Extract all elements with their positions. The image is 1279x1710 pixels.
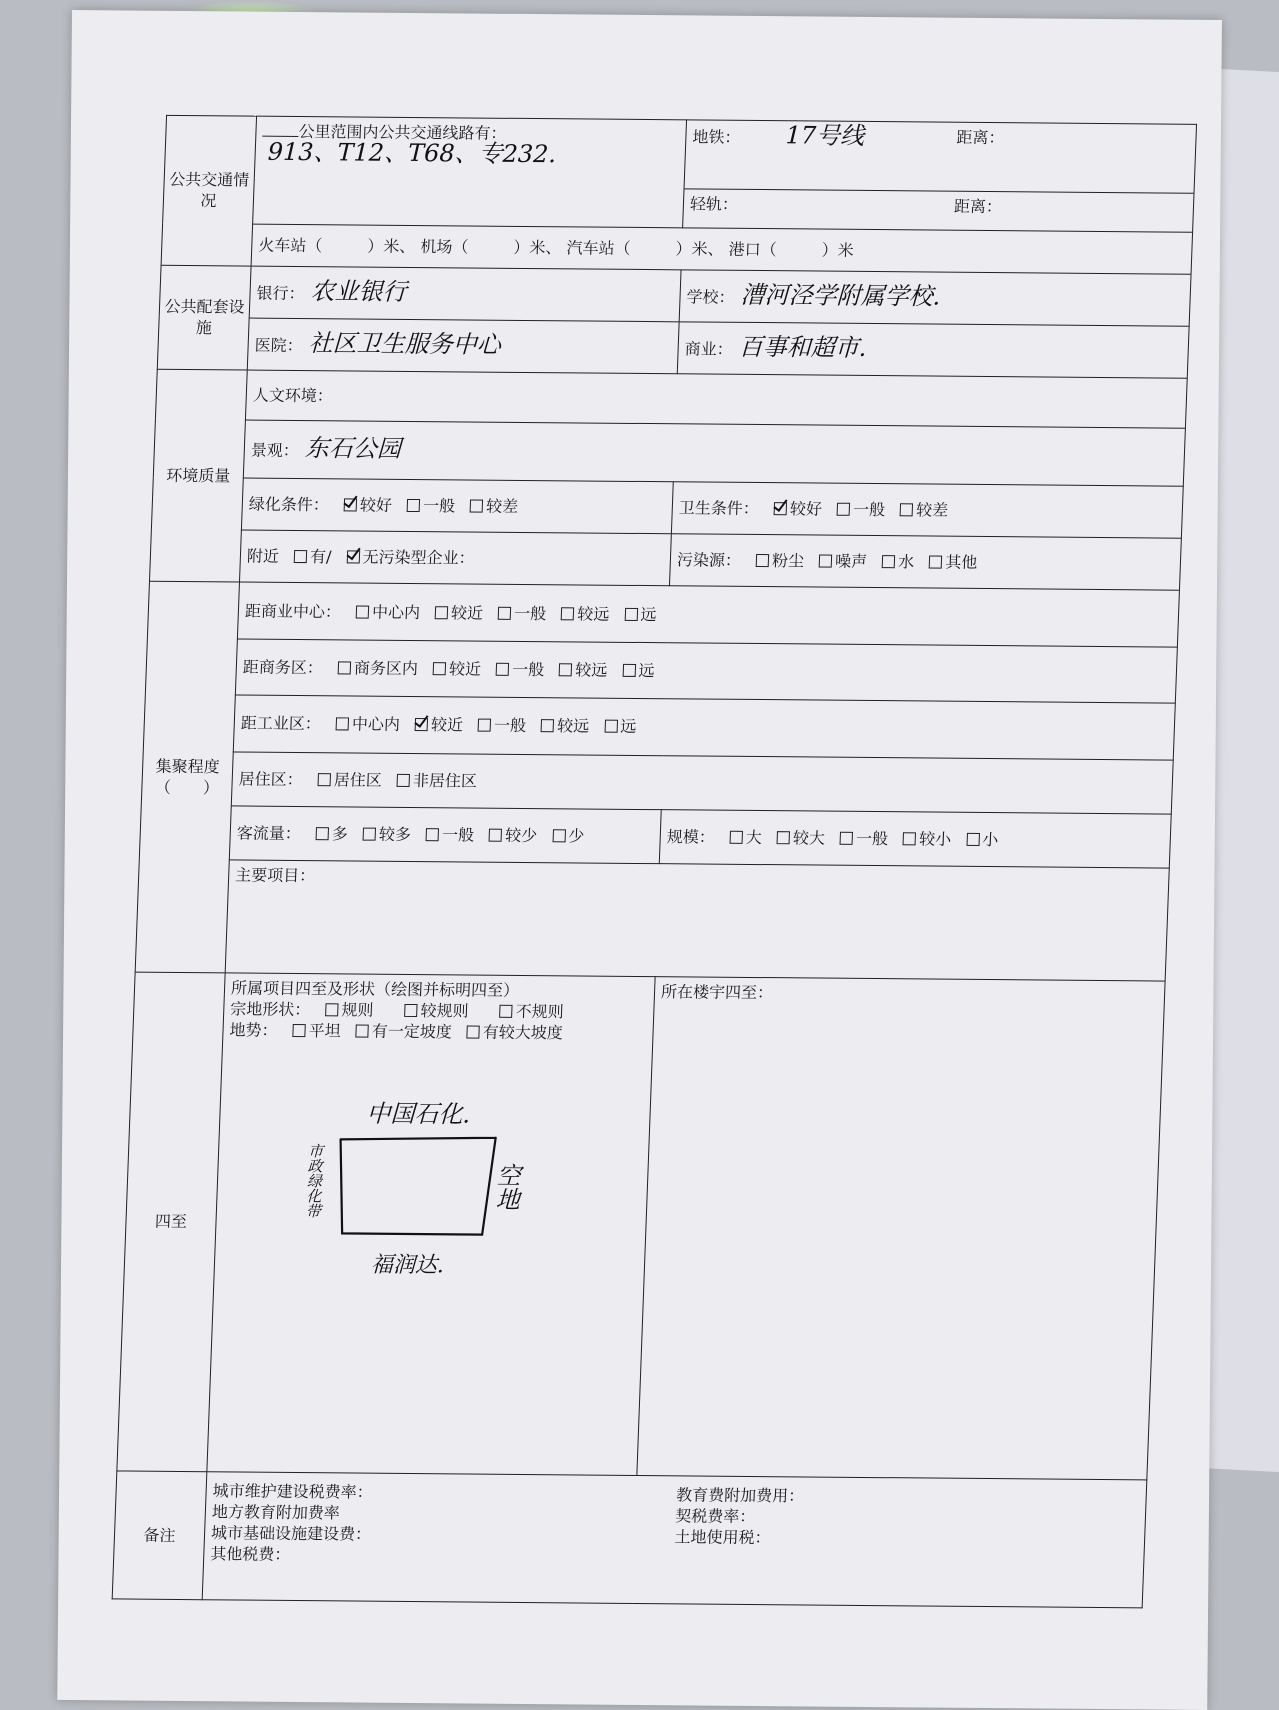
pollution-option-yes: 有/ [284, 547, 332, 566]
sketch-drawing [290, 1081, 557, 1283]
terrain-row: 地势： 平坦 有一定坡度 有较大坡度 [229, 1020, 564, 1043]
building-boundaries-cell[interactable]: 所在楼宇四至： [637, 977, 1165, 1480]
checkbox[interactable] [426, 828, 439, 841]
distance-business-row: 距商务区： 商务区内 较近 一般 较远 远 [235, 639, 1177, 704]
boundary-sketch [216, 1080, 644, 1394]
pollution-option-no: 无污染型企业： [336, 548, 475, 568]
pollution-source-cell: 污染源： 粉尘 噪声 水 其他 [669, 534, 1181, 590]
checkbox[interactable] [498, 606, 511, 619]
light-rail-distance-label: 距离： [953, 196, 1003, 217]
notes-label: 备注 [112, 1471, 207, 1600]
sanitation-option-good: 较好 [764, 499, 823, 519]
main-items-cell[interactable]: 主要项目： [225, 860, 1169, 981]
stations-row: 火车站（ ）米、 机场（ ）米、 汽车站（ ）米、 港口（ ）米 [251, 225, 1192, 274]
checkbox[interactable] [604, 720, 617, 733]
scale-cell: 规模： 大 较大 一般 较小 小 [659, 810, 1171, 869]
checkbox[interactable] [499, 1005, 512, 1018]
distance-commercial-row: 距商业中心： 中心内 较近 一般 较远 远 [237, 582, 1179, 647]
checkbox[interactable] [622, 664, 635, 677]
notes-left: 城市维护建设税费率： 地方教育附加费率 城市基础设施建设费： 其他税费： [210, 1481, 374, 1564]
subway-label: 地铁： [692, 127, 741, 147]
checkbox[interactable] [496, 663, 509, 676]
checkbox[interactable] [777, 831, 790, 844]
checkbox[interactable] [336, 718, 349, 731]
checkbox[interactable] [338, 661, 351, 674]
source-option-dust: 粉尘 [746, 551, 805, 571]
agglomeration-paren[interactable]: （ ） [154, 777, 220, 798]
sketch-east-label: 空地 [491, 1162, 521, 1211]
greening-option-good: 较好 [334, 496, 393, 516]
hospital-cell[interactable]: 医院： 社区卫生服务中心 [247, 318, 679, 374]
notes-cell [202, 1472, 1147, 1608]
checkbox[interactable] [292, 1024, 305, 1037]
shape-row: 宗地形状： 规则 较规则 不规则 [229, 999, 565, 1022]
passenger-flow-cell: 客流量： 多 较多 一般 较少 少 [229, 806, 661, 864]
source-option-other: 其他 [919, 553, 978, 573]
rail-cell [683, 120, 1197, 233]
checkbox[interactable] [561, 607, 574, 620]
checkbox[interactable] [318, 773, 331, 786]
checkbox[interactable] [363, 828, 376, 841]
checkbox[interactable] [433, 662, 446, 675]
checkbox[interactable] [552, 829, 565, 842]
humanities-cell[interactable]: 人文环境： [245, 370, 1187, 428]
checkbox[interactable] [407, 499, 420, 512]
greening-option-poor: 较差 [460, 497, 519, 517]
checkbox[interactable] [624, 607, 637, 620]
paper-sheet [57, 10, 1222, 1710]
landscape-value: 东石公园 [304, 434, 402, 463]
subway-distance-label: 距离： [956, 127, 1005, 148]
sketch-west-label: 市政绿化带 [303, 1142, 325, 1219]
residential-row: 居住区： 居住区 非居住区 [231, 752, 1173, 814]
checkbox[interactable] [397, 774, 410, 787]
checkbox[interactable] [346, 551, 359, 564]
bus-routes-value: 913、T12、T68、专232. [267, 137, 557, 169]
checkbox[interactable] [929, 556, 942, 569]
environment-label: 环境质量 [149, 369, 247, 582]
checkbox[interactable] [435, 606, 448, 619]
checkbox[interactable] [541, 720, 554, 733]
checkbox[interactable] [774, 502, 787, 515]
notes-right: 教育费附加费用： 契税费率： 土地使用税： [674, 1485, 805, 1548]
distance-industrial-row: 距工业区： 中心内 较近 一般 较远 远 [233, 695, 1175, 760]
school-value: 漕河泾学附属学校. [740, 280, 941, 311]
boundaries-label: 四至 [117, 972, 225, 1472]
survey-form [112, 115, 1196, 1609]
checkbox[interactable] [559, 663, 572, 676]
sanitation-cell: 卫生条件： 较好 一般 较差 [671, 482, 1183, 538]
school-cell[interactable]: 学校： 漕河泾学附属学校. [679, 270, 1191, 326]
checkbox[interactable] [470, 500, 483, 513]
subway-value[interactable]: 17号线 [785, 121, 865, 150]
bank-cell[interactable]: 银行： 农业银行 [249, 266, 681, 322]
bus-routes-cell[interactable]: 公里范围内公共交通线路有： 913、T12、T68、专232. [253, 116, 687, 228]
checkbox[interactable] [489, 829, 502, 842]
checkbox[interactable] [325, 1003, 338, 1016]
source-option-water: 水 [872, 552, 915, 571]
pollution-nearby-cell: 附近 有/ 无污染型企业： [239, 530, 671, 586]
light-rail-label: 轻轨： [689, 194, 739, 214]
hospital-value: 社区卫生服务中心 [308, 328, 502, 359]
source-option-noise: 噪声 [809, 552, 868, 572]
checkbox[interactable] [900, 504, 913, 517]
checkbox[interactable] [316, 827, 329, 840]
boundaries-sketch-cell[interactable] [207, 973, 655, 1476]
landscape-cell[interactable]: 景观： 东石公园 [243, 420, 1185, 487]
boundaries-heading: 所属项目四至及形状（绘图并标明四至） [230, 978, 520, 1000]
facilities-label: 公共配套设施 [157, 265, 251, 370]
checkbox[interactable] [356, 1024, 369, 1037]
checkbox[interactable] [903, 832, 916, 845]
checkbox[interactable] [837, 503, 850, 516]
sketch-north-label: 中国石化. [366, 1099, 471, 1129]
checkbox[interactable] [294, 550, 307, 563]
greening-option-average: 一般 [397, 496, 456, 516]
agglomeration-label: 集聚程度 （ ） [135, 582, 239, 973]
commerce-value: 百事和超市. [738, 332, 867, 362]
checkbox[interactable] [344, 499, 357, 512]
bank-value: 农业银行 [310, 276, 408, 306]
checkbox[interactable] [840, 832, 853, 845]
greening-cell: 绿化条件： 较好 一般 较差 [241, 478, 673, 534]
transport-label: 公共交通情况 [161, 115, 256, 265]
checkbox[interactable] [882, 555, 895, 568]
commerce-cell[interactable]: 商业： 百事和超市. [677, 322, 1189, 378]
checkbox[interactable] [730, 831, 743, 844]
checkbox[interactable] [478, 719, 491, 732]
checkbox[interactable] [819, 555, 832, 568]
checkbox[interactable] [415, 718, 428, 731]
checkbox[interactable] [756, 554, 769, 567]
sanitation-option-poor: 较差 [890, 500, 949, 520]
checkbox[interactable] [467, 1025, 480, 1038]
checkbox[interactable] [404, 1004, 417, 1017]
sanitation-option-average: 一般 [827, 500, 886, 520]
checkbox[interactable] [966, 833, 979, 846]
checkbox[interactable] [356, 605, 369, 618]
sketch-south-label: 福润达. [370, 1252, 445, 1279]
